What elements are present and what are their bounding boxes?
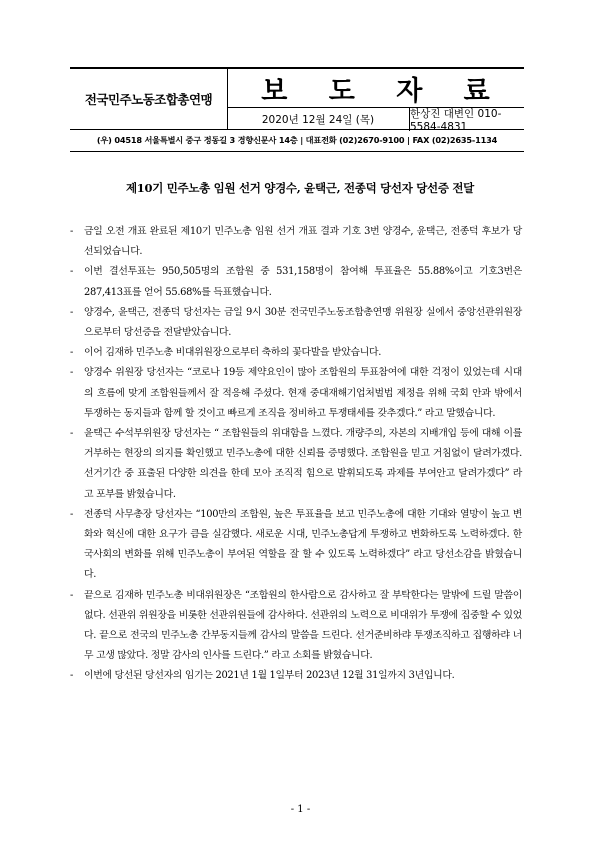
bullet-dash: -: [70, 347, 74, 359]
list-item-text: 이번에 당선된 당선자의 임기는 2021년 1월 1일부터 2023년 12월 31일까지 3년입니다.: [84, 670, 455, 682]
list-item-text: 양경수, 윤택근, 전종덕 당선자는 금일 9시 30분 전국민주노동조합총연맹 위원장 실에서 중앙선관위원장으로부터 당선증을 전달받았습니다.: [84, 306, 522, 339]
release-date: 2020년 12월 24일 (목): [227, 108, 410, 131]
address-line: (우) 04518 서울특별시 중구 정동길 3 경향신문사 14층 | 대표전화 (02)2670-9100 | FAX (02)2635-1134: [70, 130, 524, 152]
organization-name: 전국민주노동조합총연맹: [70, 69, 228, 129]
bullet-dash: -: [70, 306, 74, 318]
list-item-text: 이어 김재하 민주노총 비대위원장으로부터 축하의 꽃다발을 받았습니다.: [84, 347, 382, 359]
list-item-text: 금일 오전 개표 완료된 제10기 민주노총 임원 선거 개표 결과 기호 3번 양경수, 윤택근, 전종덕 후보가 당선되었습니다.: [84, 226, 522, 258]
list-item-text: 윤택근 수석부위원장 당선자는 “ 조합원들의 위대함을 느꼈다. 개량주의, 자본의 지배개입 등에 대해 이를 거부하는 현장의 의지를 확인했고 민주노총에 대한 신뢰를 증명했다. 조합원을 믿고 거침없이 달려가겠다. 선거기간 중 표출된 다양한 의견을 한데 모아 조직적 힘으로 발휘되도록 과제를 부여안고 달려가겠다” 라고 포부를 밝혔습니다.: [84, 428, 522, 500]
headline: 제10기 민주노총 임원 선거 양경수, 윤택근, 전종덕 당선자 당선증 전달: [126, 181, 474, 195]
list-item: [70, 666, 522, 686]
list-item: [70, 424, 522, 505]
list-item-text: 전종덕 사무총장 당선자는 “100만의 조합원, 높은 투표율을 보고 민주노총에 대한 기대와 열망이 높고 변화와 혁신에 대한 요구가 큼을 실감했다. 새로운 시대, 민주노총답게 투쟁하고 변화하도록 노력하겠다. 한국사회의 변화를 위해 민주노총이 부여된 역할을 잘 할 수 있도록 노력하겠다” 라고 당선소감을 밝혔습니다.: [84, 508, 522, 581]
press-release-header: [70, 67, 524, 163]
page-number: - 1 -: [290, 804, 311, 815]
header-top-row: [70, 67, 524, 133]
list-item-text: 끝으로 김재하 민주노총 비대위원장은 “조합원의 한사람으로 감사하고 잘 부탁한다는 말밖에 드릴 말씀이 없다. 선관위 위원장을 비롯한 선관위원들에 감사하다. 선관위의 노력으로 비대위가 투쟁에 집중할 수 있었다. 끝으로 전국의 민주노총 간부동지들께 감사의 말씀을 드린다. 선거준비하랴 투쟁조직하고 집행하랴 너무 고생 많았다. 정말 감사의 인사를 드린다.” 라고 소회를 밝혔습니다.: [84, 589, 522, 662]
list-item: [70, 505, 522, 586]
bullet-dash: -: [70, 428, 74, 440]
spokesperson-contact: 한상진 대변인 010-5584-4831: [410, 108, 502, 133]
bullet-dash: -: [70, 508, 74, 520]
list-item: [70, 222, 522, 262]
list-item: [70, 343, 522, 363]
list-item-text: 양경수 위원장 당선자는 “코로나 19등 제약요인이 많아 조합원의 투표참여에 대한 걱정이 있었는데 시대의 흐름에 맞게 조합원들께서 잘 적응해 주셨다. 현재 중대재해기업처벌법 제정을 위해 국회 안과 밖에서 투쟁하는 동지들과 함께 할 것이고 빠르게 조직을 정비하고 투쟁태세를 갖추겠다.” 라고 말했습니다.: [84, 367, 522, 419]
body-list: [70, 222, 522, 687]
bullet-dash: -: [70, 226, 74, 237]
list-item-text: 이번 결선투표는 950,505명의 조합원 중 531,158명이 참여해 투표율은 55.88%이고 기호3번은 287,413표를 얻어 55.68%를 득표했습니다.: [84, 266, 522, 298]
list-item: [70, 303, 522, 343]
list-item: [70, 363, 522, 424]
bullet-dash: -: [70, 589, 74, 601]
bullet-dash: -: [70, 266, 74, 278]
list-item: [70, 262, 522, 302]
bullet-dash: -: [70, 367, 74, 379]
list-item: [70, 586, 522, 667]
document-title: 보 도 자 료: [227, 69, 524, 108]
bullet-dash: -: [70, 670, 74, 682]
